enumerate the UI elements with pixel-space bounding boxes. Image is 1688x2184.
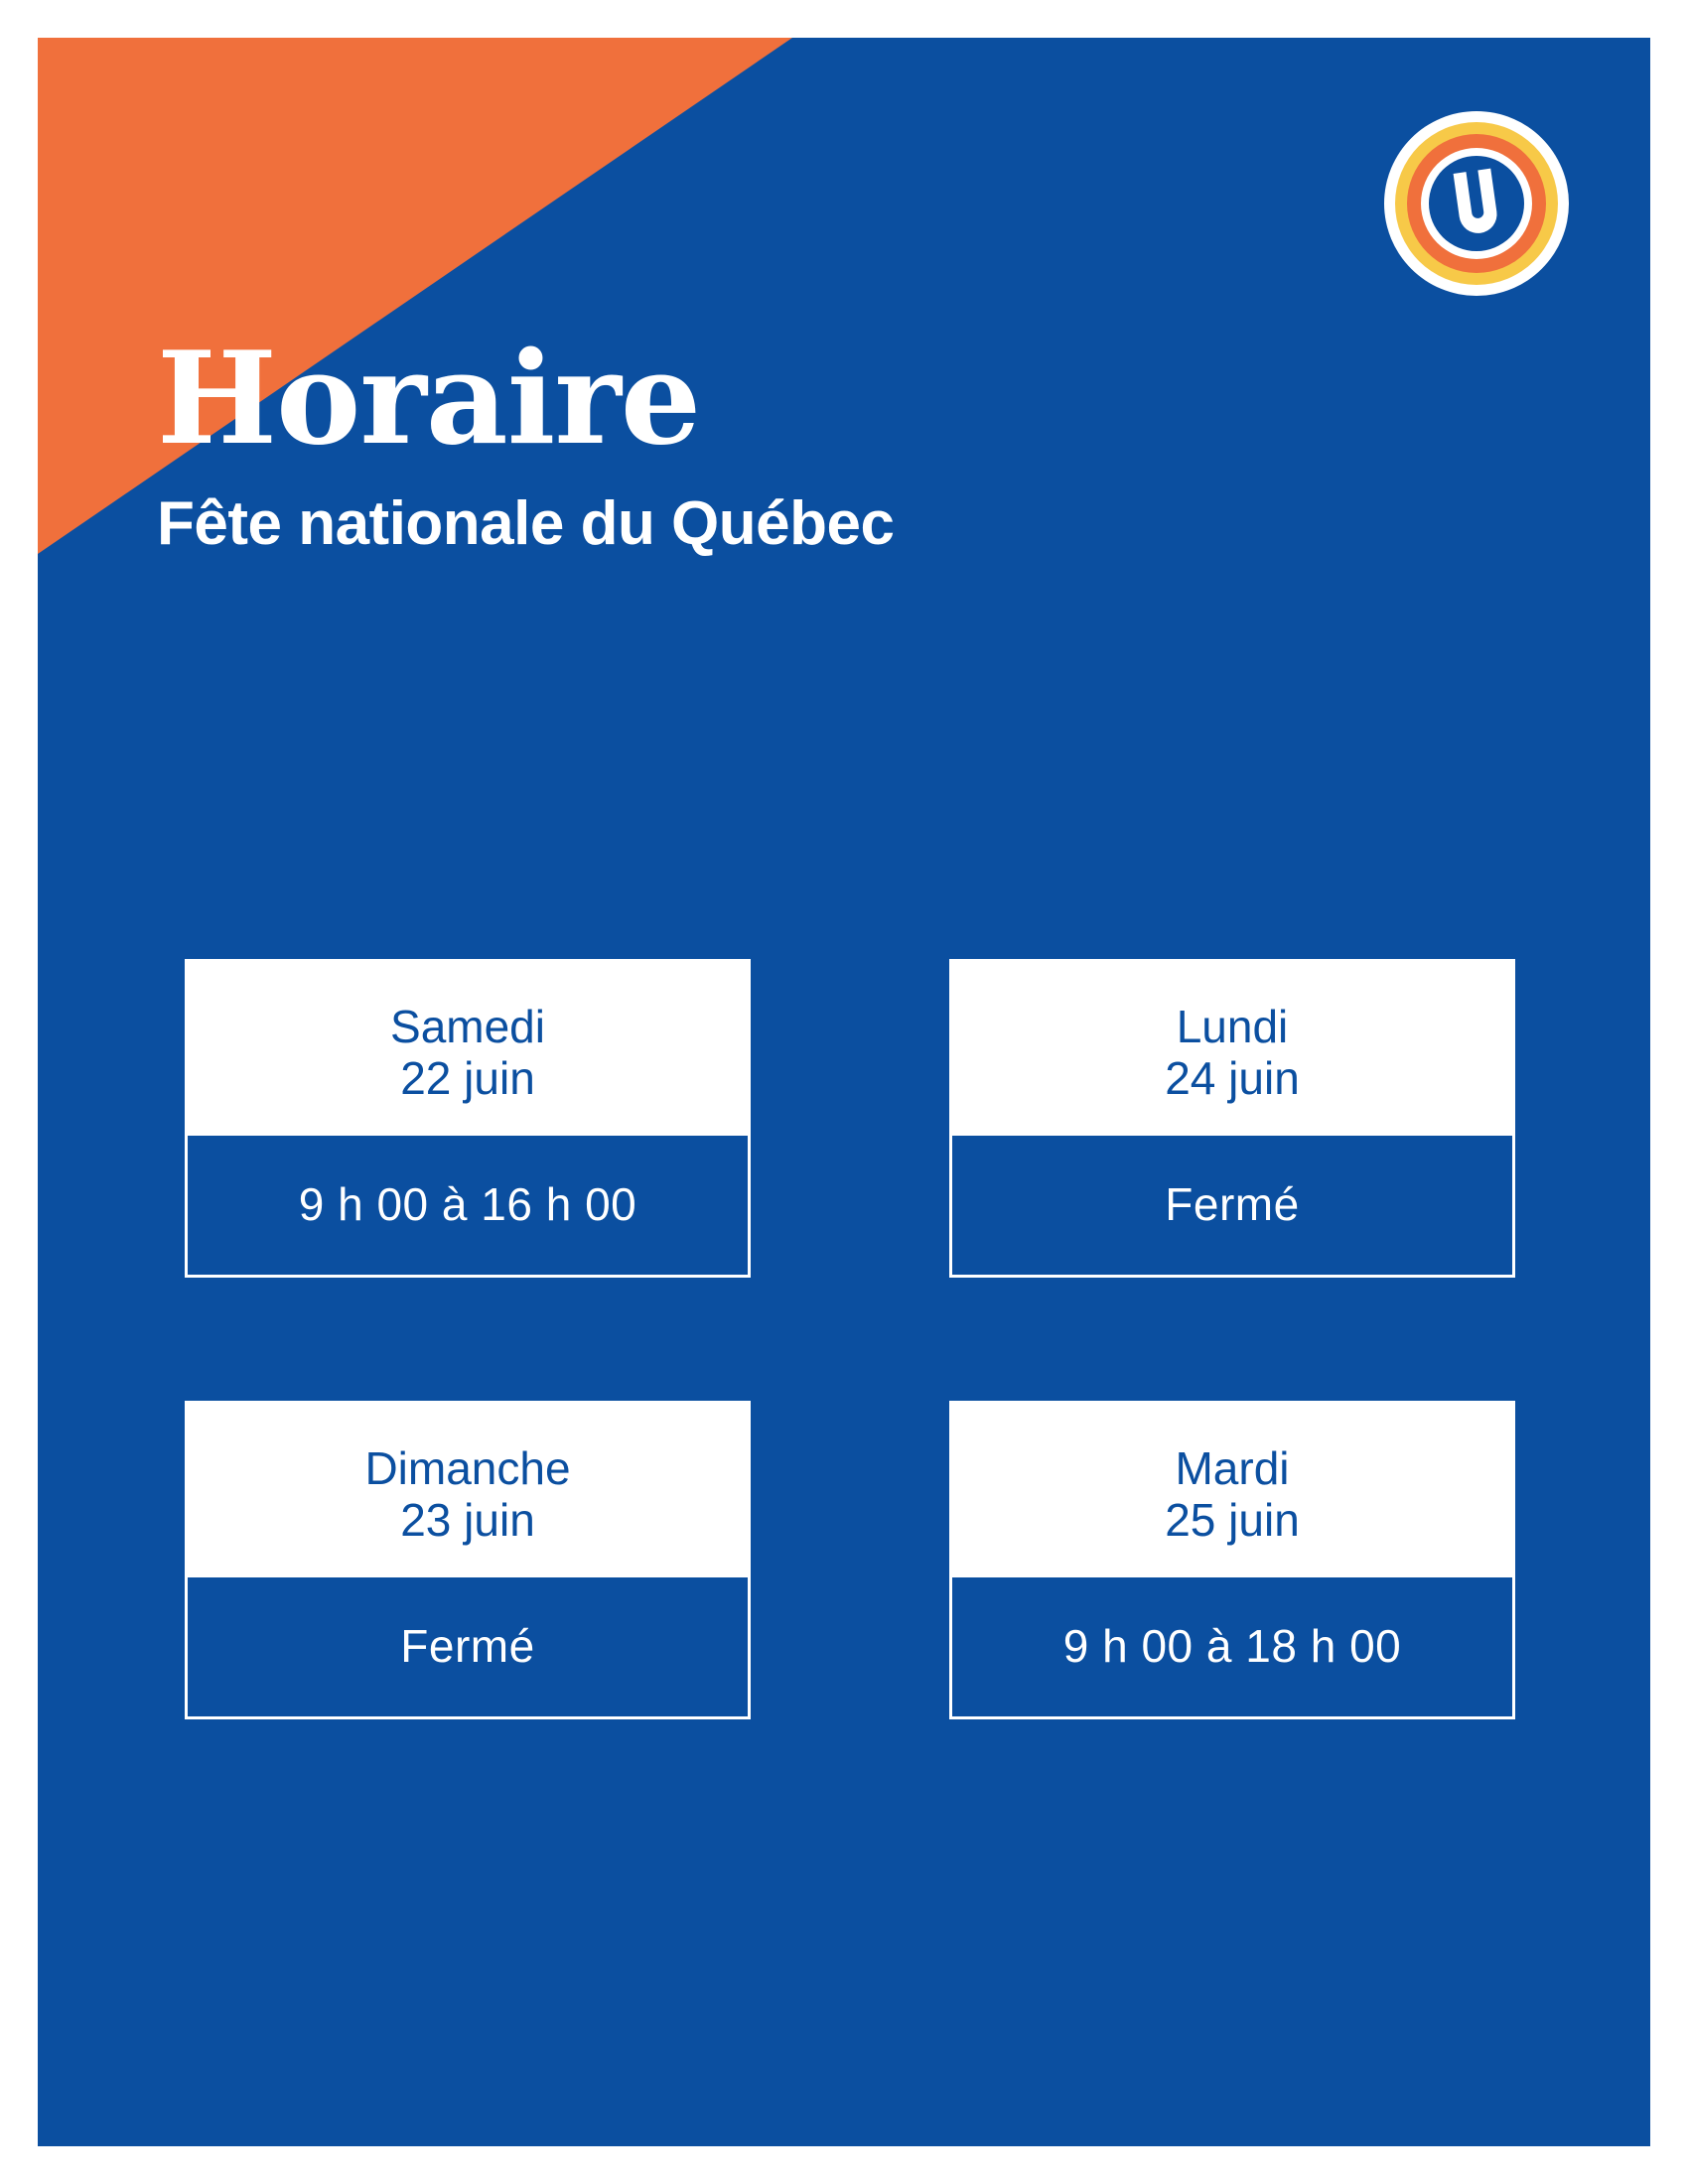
schedule-day-name: Dimanche xyxy=(364,1442,571,1495)
schedule-card-mardi xyxy=(949,1401,1515,1719)
schedule-day-name: Lundi xyxy=(1176,1001,1289,1052)
schedule-card-header xyxy=(188,1404,748,1577)
u-logo xyxy=(1382,109,1571,298)
schedule-day-date: 22 juin xyxy=(400,1051,535,1104)
schedule-card-dimanche xyxy=(185,1401,751,1719)
schedule-day-date: 24 juin xyxy=(1165,1051,1300,1104)
title-block xyxy=(157,325,1348,559)
schedule-hours: Fermé xyxy=(188,1577,748,1716)
schedule-day-date: 25 juin xyxy=(1165,1493,1300,1546)
page-subtitle: Fête nationale du Québec xyxy=(157,489,895,558)
schedule-card-header xyxy=(952,1404,1512,1577)
schedule-card-samedi xyxy=(185,959,751,1278)
schedule-grid xyxy=(185,959,1515,1719)
schedule-card-header xyxy=(952,962,1512,1136)
poster xyxy=(38,38,1650,2146)
schedule-hours: 9 h 00 à 18 h 00 xyxy=(952,1577,1512,1716)
page-title: Horaire xyxy=(157,325,701,474)
schedule-day-name: Samedi xyxy=(390,1001,545,1052)
schedule-card-lundi xyxy=(949,959,1515,1278)
schedule-day-name: Mardi xyxy=(1175,1442,1290,1495)
schedule-day-date: 23 juin xyxy=(400,1493,535,1546)
schedule-hours: 9 h 00 à 16 h 00 xyxy=(188,1136,748,1275)
schedule-hours: Fermé xyxy=(952,1136,1512,1275)
schedule-card-header xyxy=(188,962,748,1136)
